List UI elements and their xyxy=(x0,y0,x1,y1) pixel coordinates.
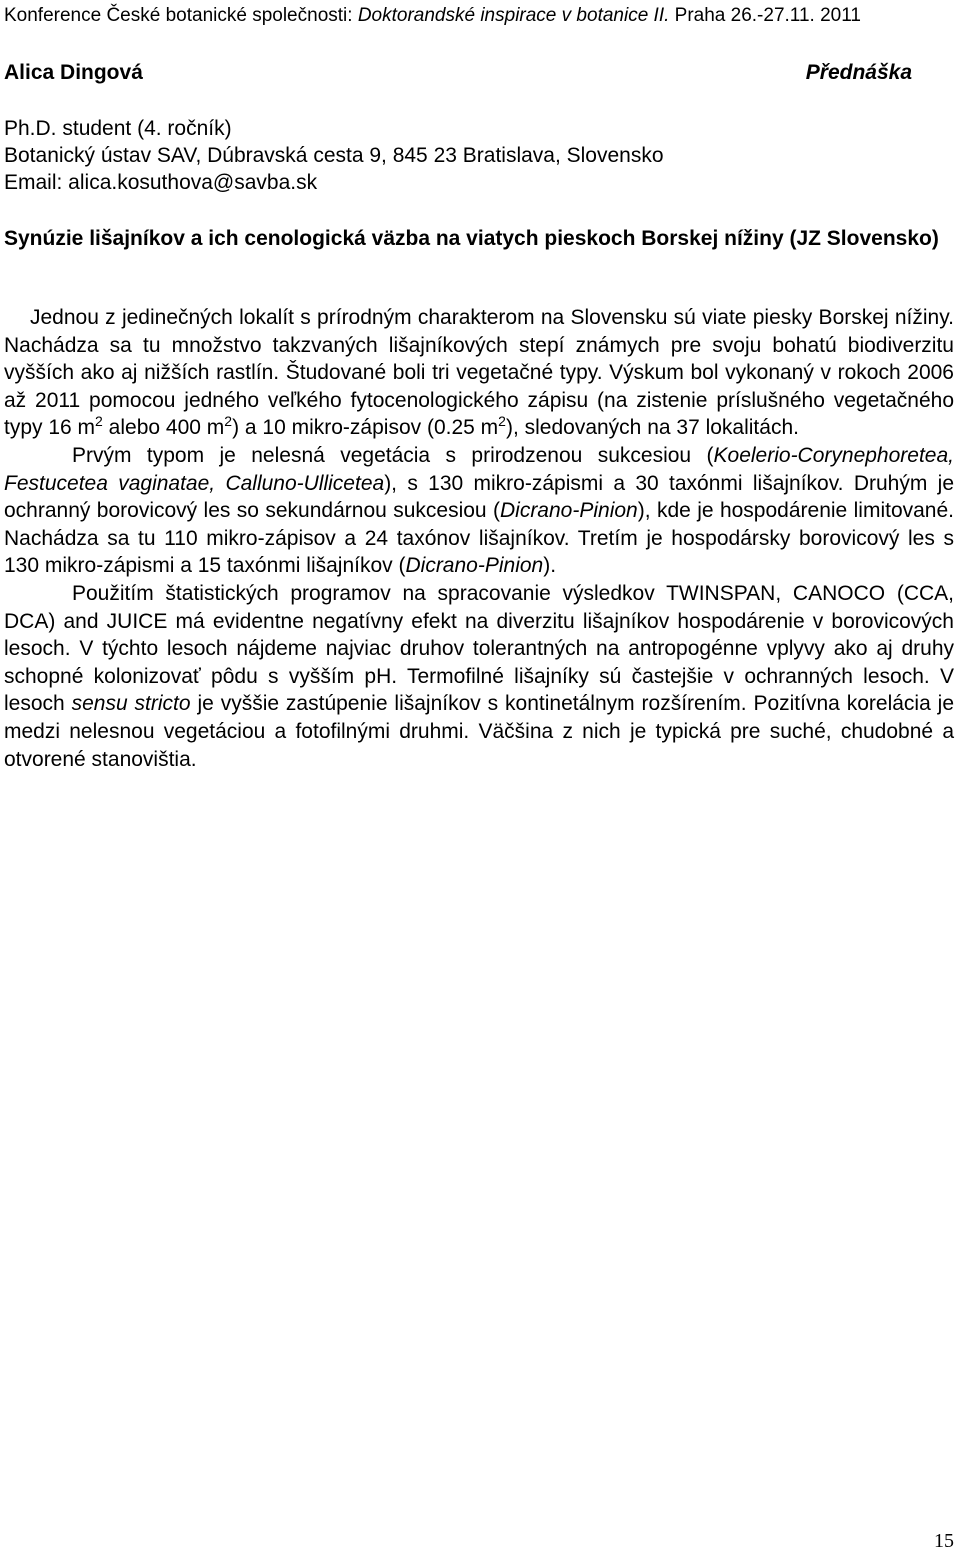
text-run: Použitím štatistických programov na spracovanie výsledkov TWINSPAN, CANOCO (CCA, DCA) and JUICE má evidentne negatívny efekt na diverzitu lišajníkov hospodárenie v borovicových lesoch. V týchto lesoch nájdeme najviac druhov tolerantných na antropogénne vplyvy ako aj druhy schopné kolonizovať pôdu s vyšším pH. Termofilné lišajníky sú častejšie v ochranných lesoch. V lesoch xyxy=(4,581,954,716)
italic-taxon: Koelerio-Corynephoretea, Festucetea vaginatae, Calluno-Ullicetea xyxy=(4,443,954,495)
text-run: Prvým typom je nelesná vegetácia s prirodzenou sukcesiou ( xyxy=(72,443,714,467)
text-run: ), sledovaných na 37 lokalitách. xyxy=(505,416,799,440)
text-run: je vyššie zastúpenie lišajníkov s kontinetálnym rozšírením. Pozitívna korelácia je medzi nelesnou vegetáciou a fotofilnými druhmi. Väčšina z nich je typická pre suché, chudobné a otvorené stanovištia. xyxy=(4,692,954,771)
text-run: alebo 400 m xyxy=(102,416,225,440)
abstract-paragraph-3 xyxy=(4,580,954,773)
running-header xyxy=(4,5,956,27)
italic-term: sensu stricto xyxy=(71,692,191,716)
text-run: ), kde je hospodárenie limitované. Nachádza sa tu 110 mikro-zápisov a 24 taxónov lišajníkov. Tretím je hospodársky borovicový les s 130 mikro-zápismi a 15 taxónmi lišajníkov ( xyxy=(4,499,954,578)
student-status: Ph.D. student (4. ročník) xyxy=(4,117,232,140)
contribution-type: Přednáška xyxy=(805,61,912,84)
institute-address: Botanický ústav SAV, Dúbravská cesta 9, 845 23 Bratislava, Slovensko xyxy=(4,144,664,167)
text-run: ). xyxy=(543,554,557,578)
superscript: 2 xyxy=(224,413,233,430)
paper-title: Synúzie lišajníkov a ich cenologická väzba na viatych pieskoch Borskej nížiny (JZ Slovensko) xyxy=(4,227,939,250)
header-suffix: Praha 26.-27.11. 2011 xyxy=(669,5,861,26)
superscript: 2 xyxy=(95,413,103,430)
italic-taxon: Dicrano-Pinion xyxy=(499,499,638,523)
text-run: ) a 10 mikro-zápisov (0.25 m xyxy=(232,416,499,440)
abstract-body xyxy=(4,304,954,773)
text-run: ), s 130 mikro-zápismi a 30 taxónmi lišajníkov. Druhým je ochranný borovicový les so sekundárnou sukcesiou ( xyxy=(4,471,954,523)
abstract-paragraph-2 xyxy=(4,442,954,580)
page-number: 15 xyxy=(934,1530,954,1552)
text-run: Jednou z jedinečných lokalít s prírodným charakterom na Slovensku sú viate piesky Borskej nížiny. Nachádza sa tu množstvo takzvaných lišajníkových stepí známych pre svoju bohatú biodiverzitu vyšších ako aj nižších rastlín. Študované boli tri vegetačné typy. Výskum bol vykonaný v rokoch 2006 až 2011 pomocou jedného veľkého fytocenologického zápisu (na zistenie príslušného vegetačného typy 16 m xyxy=(4,306,954,440)
header-conference-title: Doktorandské inspirace v botanice II. xyxy=(357,5,670,26)
header-prefix: Konference České botanické společnosti: xyxy=(4,5,358,26)
abstract-paragraph-1 xyxy=(4,304,954,442)
italic-taxon: Dicrano-Pinion xyxy=(405,554,544,578)
superscript: 2 xyxy=(498,413,506,430)
affiliation-block xyxy=(4,115,954,196)
author-row xyxy=(4,60,912,86)
email-line: Email: alica.kosuthova@savba.sk xyxy=(4,171,318,194)
author-name: Alica Dingová xyxy=(4,61,143,84)
